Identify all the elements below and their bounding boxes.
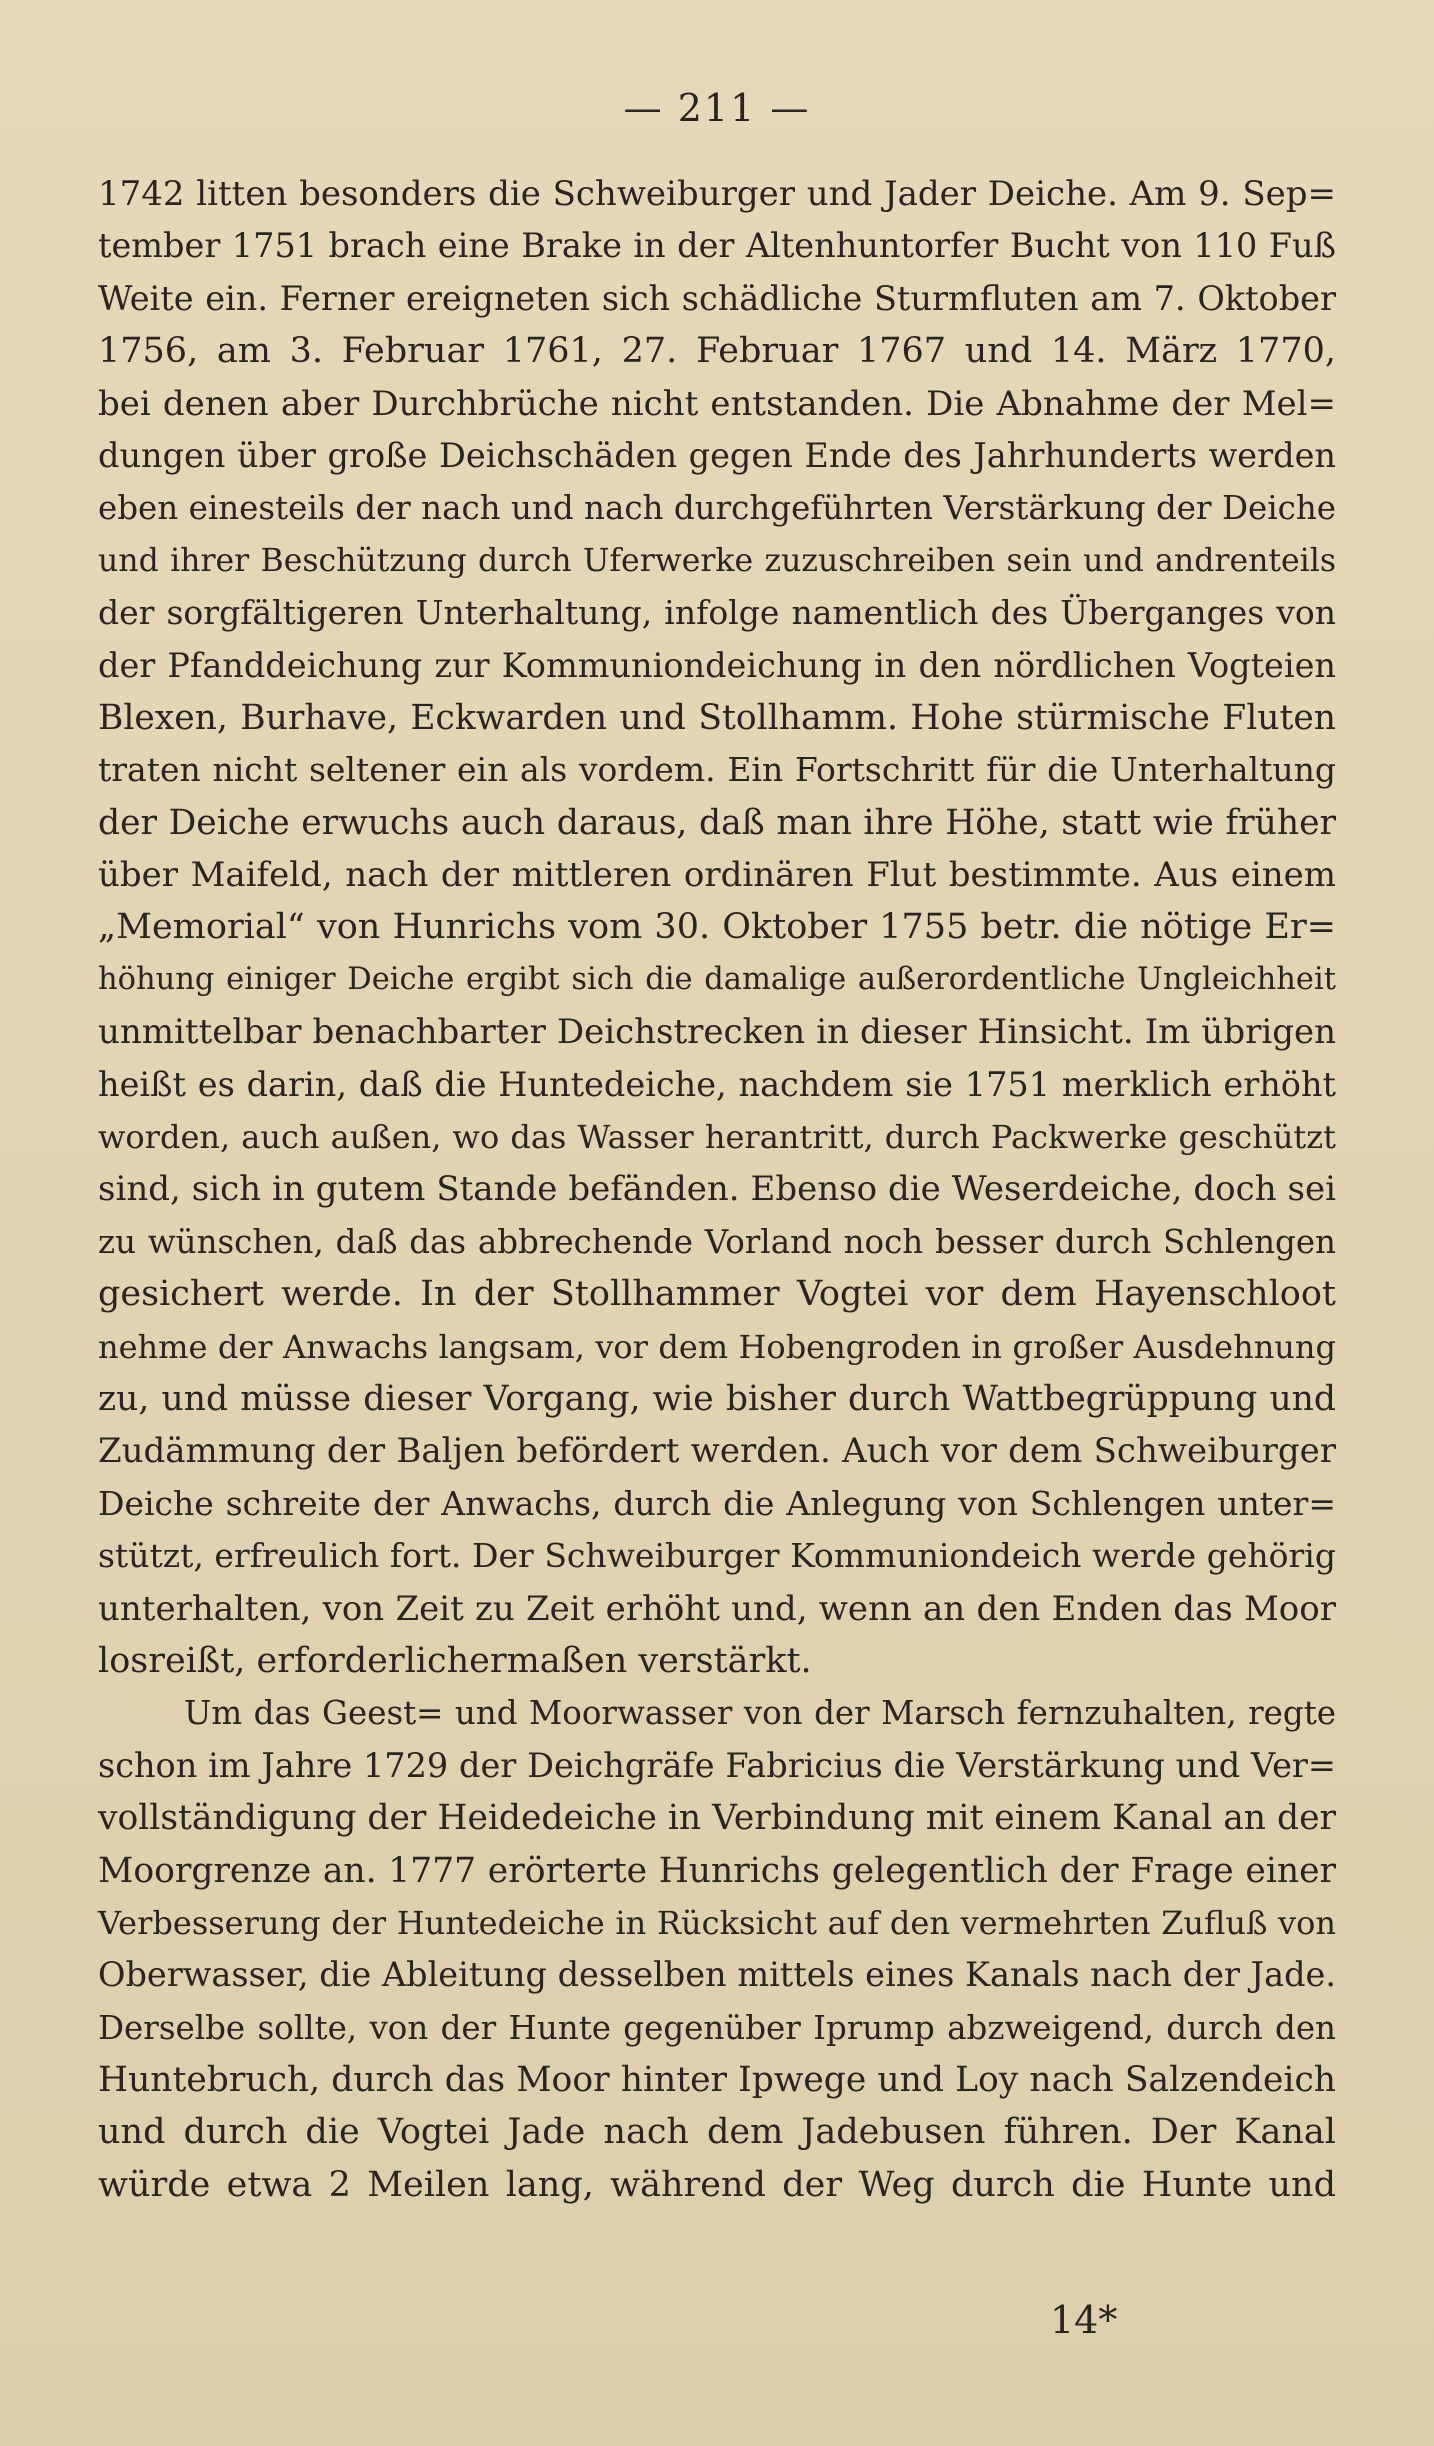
text-line: schon im Jahre 1729 der Deichgräfe Fabricius die Verstärkung und Ver=: [98, 1745, 1336, 1785]
text-line: zu, und müsse dieser Vorgang, wie bisher durch Wattbegrüppung und: [98, 1378, 1336, 1419]
text-line: stützt, erfreulich fort. Der Schweiburger Kommuniondeich werde gehörig: [98, 1536, 1336, 1576]
text-line: unmittelbar benachbarter Deichstrecken in dieser Hinsicht. Im übrigen: [98, 1012, 1336, 1053]
text-line: Blexen, Burhave, Eckwarden und Stollhamm. Hohe stürmische Fluten: [98, 697, 1336, 738]
text-line: Weite ein. Ferner ereigneten sich schädliche Sturmfluten am 7. Oktober: [98, 278, 1336, 318]
text-line: unterhalten, von Zeit zu Zeit erhöht und, wenn an den Enden das Moor: [98, 1588, 1336, 1629]
page-number: — 211 —: [623, 86, 811, 130]
text-line: zu wünschen, daß das abbrechende Vorland noch besser durch Schlengen: [98, 1222, 1336, 1261]
text-line: Huntebruch, durch das Moor hinter Ipwege und Loy nach Salzendeich: [98, 2060, 1336, 2101]
text-line: Moorgrenze an. 1777 erörterte Hunrichs gelegentlich der Frage einer: [98, 1850, 1336, 1891]
text-line: heißt es darin, daß die Huntedeiche, nachdem sie 1751 merklich erhöht: [98, 1064, 1336, 1104]
text-line: sind, sich in gutem Stande befänden. Ebenso die Weserdeiche, doch sei: [98, 1169, 1336, 1210]
text-line: der sorgfältigeren Unterhaltung, infolge namentlich des Überganges von: [98, 593, 1336, 633]
text-line: 1756, am 3. Februar 1761, 27. Februar 1767 und 14. März 1770,: [98, 331, 1336, 372]
body-text: [98, 168, 1336, 2211]
text-line: eben einesteils der nach und nach durchgeführten Verstärkung der Deiche: [98, 489, 1336, 528]
text-line: Derselbe sollte, von der Hunte gegenüber Iprump abzweigend, durch den: [98, 2008, 1336, 2047]
text-line: nehme der Anwachs langsam, vor dem Hobengroden in großer Ausdehnung: [98, 1327, 1336, 1366]
text-line: über Maifeld, nach der mittleren ordinären Flut bestimmte. Aus einem: [98, 855, 1336, 896]
text-line: Zudämmung der Baljen befördert werden. Auch vor dem Schweiburger: [98, 1431, 1336, 1472]
text-line: 1742 litten besonders die Schweiburger und Jader Deiche. Am 9. Sep=: [98, 174, 1336, 214]
text-line: Deiche schreite der Anwachs, durch die Anlegung von Schlengen unter=: [98, 1483, 1336, 1523]
text-line: und ihrer Beschützung durch Uferwerke zuzuschreiben sein und andrenteils: [98, 542, 1336, 579]
text-line: gesichert werde. In der Stollhammer Vogtei vor dem Hayenschloot: [98, 1274, 1336, 1315]
text-line: dungen über große Deichschäden gegen Ende des Jahrhunderts werden: [98, 435, 1336, 475]
text-line: losreißt, erforderlichermaßen verstärkt.: [98, 1640, 812, 1681]
text-line: Oberwasser, die Ableitung desselben mittels eines Kanals nach der Jade.: [98, 1955, 1336, 1995]
text-line: Um das Geest= und Moorwasser von der Marsch fernzuhalten, regte: [184, 1694, 1336, 1733]
text-line: höhung einiger Deiche ergibt sich die damalige außerordentliche Ungleichheit: [98, 961, 1336, 997]
text-line: vollständigung der Heidedeiche in Verbindung mit einem Kanal an der: [98, 1798, 1336, 1839]
text-line: Verbesserung der Huntedeiche in Rücksicht auf den vermehrten Zufluß von: [98, 1903, 1336, 1942]
text-line: tember 1751 brach eine Brake in der Altenhuntorfer Bucht von 110 Fuß: [98, 226, 1336, 266]
text-line: worden, auch außen, wo das Wasser herantritt, durch Packwerke geschützt: [98, 1118, 1336, 1157]
text-line: „Memorial“ von Hunrichs vom 30. Oktober 1755 betr. die nötige Er=: [98, 907, 1336, 948]
text-line: bei denen aber Durchbrüche nicht entstanden. Die Abnahme der Mel=: [98, 383, 1336, 424]
text-line: der Pfanddeichung zur Kommuniondeichung in den nördlichen Vogteien: [98, 645, 1336, 685]
text-line: traten nicht seltener ein als vordem. Ein Fortschritt für die Unterhaltung: [98, 750, 1336, 790]
text-line: und durch die Vogtei Jade nach dem Jadebusen führen. Der Kanal: [98, 2112, 1336, 2153]
text-line: würde etwa 2 Meilen lang, während der Weg durch die Hunte und: [98, 2164, 1336, 2205]
signature-mark: 14*: [1050, 2298, 1118, 2342]
text-line: der Deiche erwuchs auch daraus, daß man ihre Höhe, statt wie früher: [98, 802, 1336, 843]
